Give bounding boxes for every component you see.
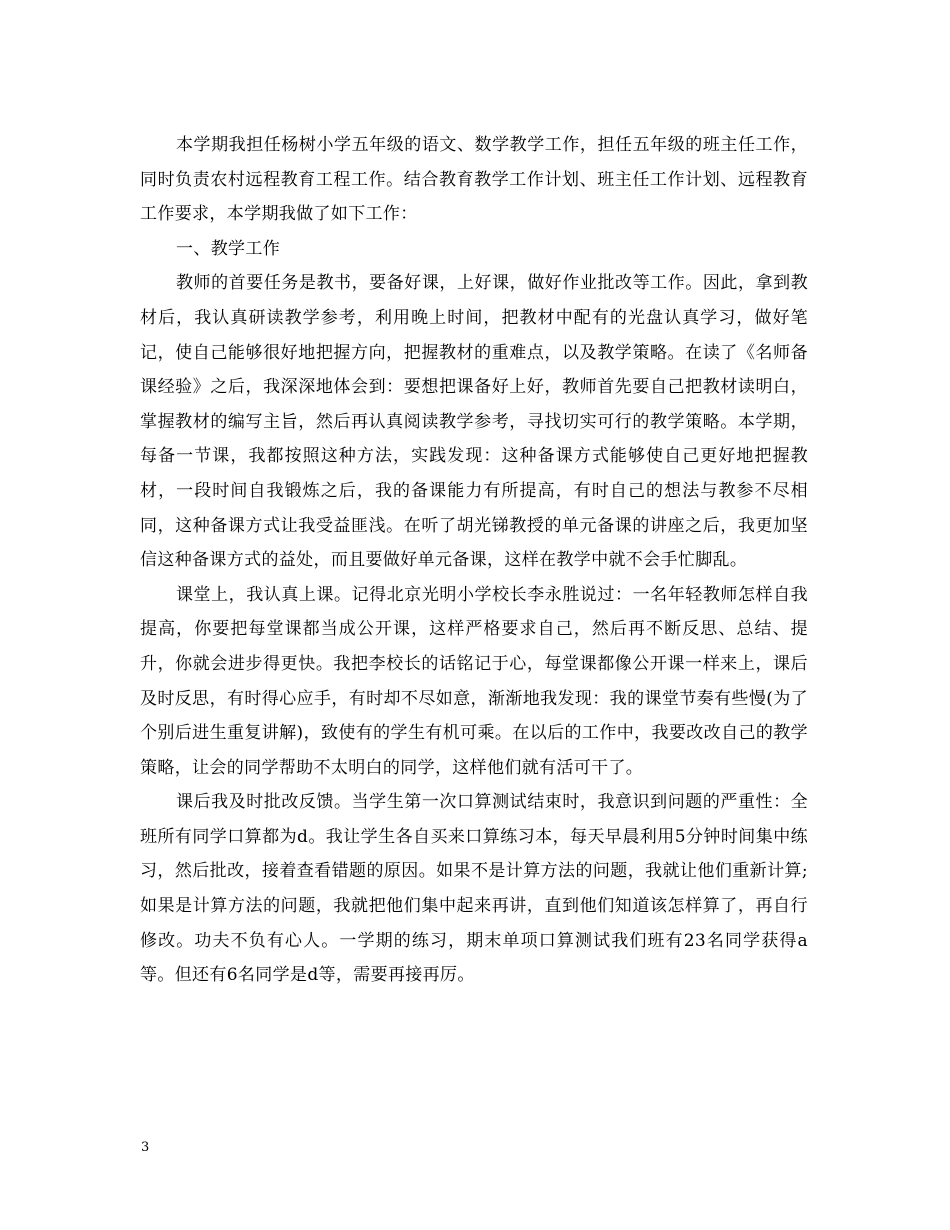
- paragraph-intro: 本学期我担任杨树小学五年级的语文、数学教学工作，担任五年级的班主任工作，同时负责农村远程教育工程工作。结合教育教学工作计划、班主任工作计划、远程教育工作要求，本学期我做了如下工作：: [140, 135, 808, 225]
- page-number: 3: [141, 1140, 150, 1155]
- paragraph-classroom: 课堂上，我认真上课。记得北京光明小学校长李永胜说过：一名年轻教师怎样自我提高，你要把每堂课都当成公开课，这样严格要求自己，然后再不断反思、总结、提升，你就会进步得更快。我把李校长的话铭记于心，每堂课都像公开课一样来上，课后及时反思，有时得心应手，有时却不尽如意，渐渐地我发现：我的课堂节奏有些慢(为了个别后进生重复讲解)，致使有的学生有机可乘。在以后的工作中，我要改改自己的教学策略，让会的同学帮助不太明白的同学，这样他们就有活可干了。: [140, 584, 808, 778]
- section-heading-teaching-work: 一、教学工作: [176, 238, 281, 259]
- document-body: [140, 128, 808, 993]
- paragraph-homework-feedback: 课后我及时批改反馈。当学生第一次口算测试结束时，我意识到问题的严重性：全班所有同学口算都为d。我让学生各自买来口算练习本，每天早晨利用5分钟时间集中练习，然后批改，接着查看错题的原因。如果不是计算方法的问题，我就让他们重新计算;如果是计算方法的问题，我就把他们集中起来再讲，直到他们知道该怎样算了，再自行修改。功夫不负有心人。一学期的练习，期末单项口算测试我们班有23名同学获得a等。但还有6名同学是d等，需要再接再厉。: [140, 792, 808, 986]
- paragraph-lesson-preparation: 教师的首要任务是教书，要备好课，上好课，做好作业批改等工作。因此，拿到教材后，我认真研读教学参考，利用晚上时间，把教材中配有的光盘认真学习，做好笔记，使自己能够很好地把握方向，把握教材的重难点，以及教学策略。在读了《名师备课经验》之后，我深深地体会到：要想把课备好上好，教师首先要自己把教材读明白，掌握教材的编写主旨，然后再认真阅读教学参考，寻找切实可行的教学策略。本学期，每备一节课，我都按照这种方法，实践发现：这种备课方式能够使自己更好地把握教材，一段时间自我锻炼之后，我的备课能力有所提高，有时自己的想法与教参不尽相同，这种备课方式让我受益匪浅。在听了胡光锑教授的单元备课的讲座之后，我更加坚信这种备课方式的益处，而且要做好单元备课，这样在教学中就不会手忙脚乱。: [140, 273, 808, 571]
